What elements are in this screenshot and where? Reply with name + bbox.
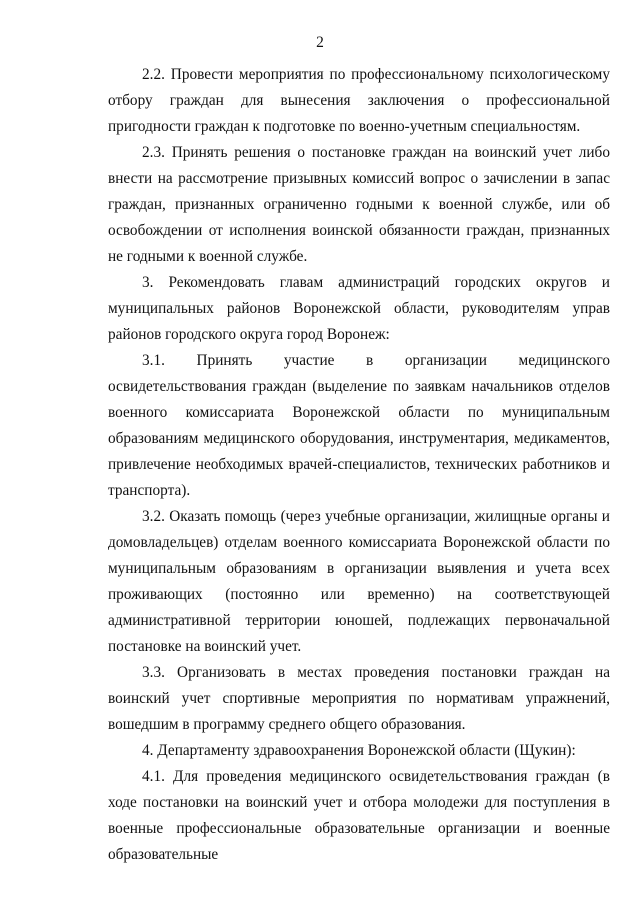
paragraph-3-1: 3.1. Принять участие в организации медицинского освидетельствования граждан (выделение по заявкам начальников отделов военного комиссариата Воронежской области по муниципальным образованиям медицинского оборудования, инструментария, медикаментов, привлечение необходимых врачей-специалистов, технических работников и транспорта). [108,352,610,499]
paragraph-4: 4. Департаменту здравоохранения Воронежской области (Щукин): [142,742,576,759]
paragraph-3: 3. Рекомендовать главам администраций городских округов и муниципальных районов Воронежской области, руководителям управ районов городского округа город Воронеж: [108,274,610,343]
paragraph-4-1: 4.1. Для проведения медицинского освидетельствования граждан (в ходе постановки на воинский учет и отбора молодежи для поступления в военные профессиональные образовательные организации и военные образовательные [108,768,610,863]
paragraph-3-3: 3.3. Организовать в местах проведения постановки граждан на воинский учет спортивные мероприятия по нормативам упражнений, вошедшим в программу среднего общего образования. [108,664,610,733]
document-body [108,62,610,868]
paragraph-3-2: 3.2. Оказать помощь (через учебные организации, жилищные органы и домовладельцев) отделам военного комиссариата Воронежской области по муниципальным образованиям в организации выявления и учета всех проживающих (постоянно или временно) на соответствующей административной территории юношей, подлежащих первоначальной постановке на воинский учет. [108,508,610,655]
paragraph-2-3: 2.3. Принять решения о постановке граждан на воинский учет либо внести на рассмотрение призывных комиссий вопрос о зачислении в запас граждан, признанных ограниченно годными к военной службе, или об освобождении от исполнения воинской обязанности граждан, признанных не годными к военной службе. [108,144,610,265]
paragraph-2-2: 2.2. Провести мероприятия по профессиональному психологическому отбору граждан для вынесения заключения о профессиональной пригодности граждан к подготовке по военно-учетным специальностям. [108,66,610,135]
page-number: 2 [316,34,324,51]
